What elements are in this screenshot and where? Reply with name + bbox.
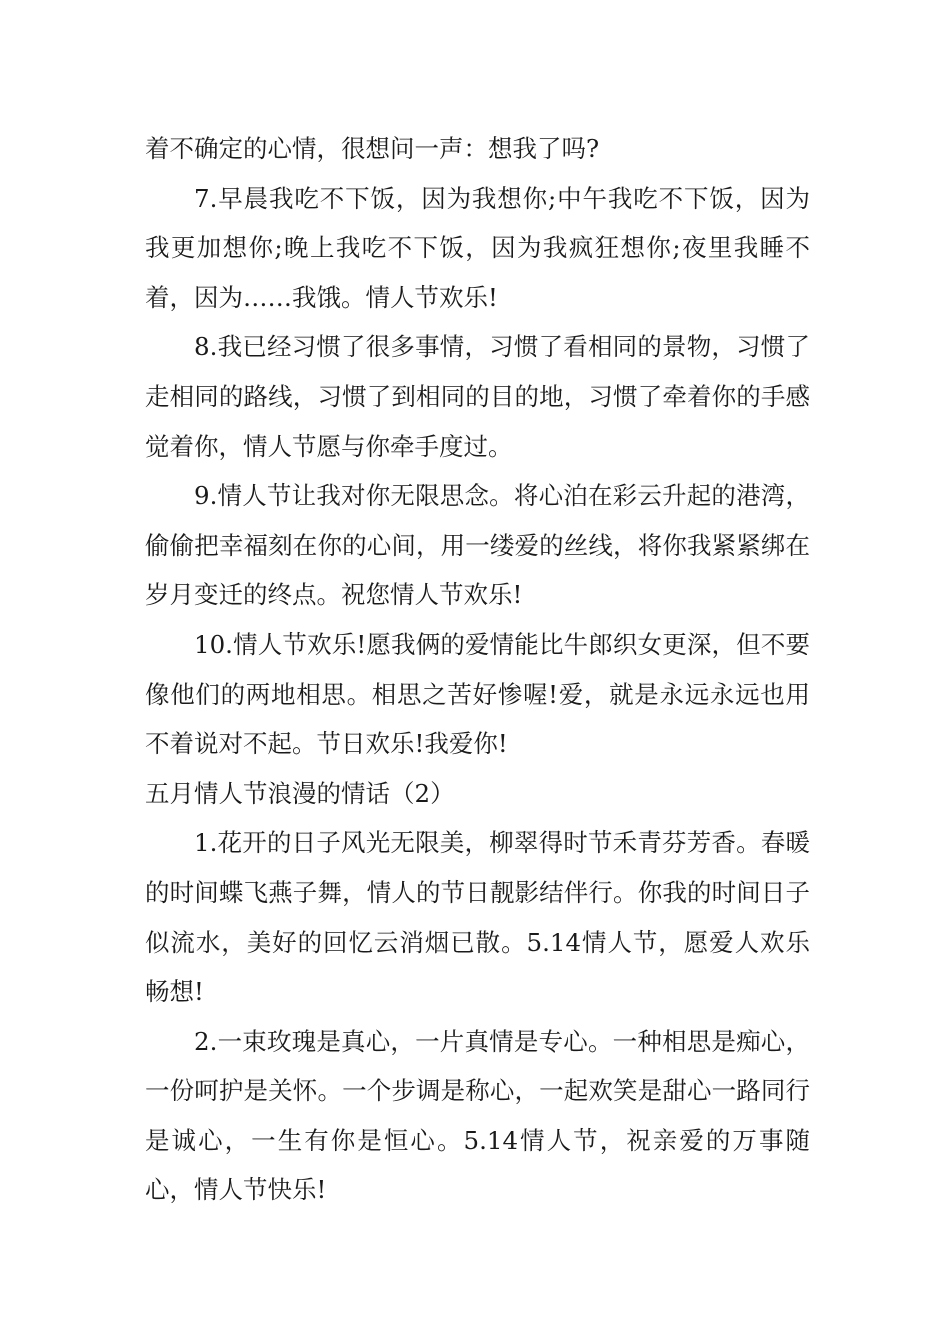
document-body <box>145 124 810 1215</box>
paragraph-item-7: 7.早晨我吃不下饭，因为我想你;中午我吃不下饭，因为我更加想你;晚上我吃不下饭，因为我疯狂想你;夜里我睡不着，因为……我饿。情人节欢乐! <box>145 183 810 312</box>
paragraph-continuation: 着不确定的心情，很想问一声：想我了吗? <box>145 134 600 163</box>
section-heading: 五月情人节浪漫的情话（2） <box>145 778 455 808</box>
paragraph-item-2: 2.一束玫瑰是真心，一片真情是专心。一种相思是痴心，一份呵护是关怀。一个步调是称心，一起欢笑是甜心一路同行是诚心，一生有你是恒心。5.14情人节，祝亲爱的万事随心，情人节快乐! <box>145 1026 810 1205</box>
paragraph-item-8: 8.我已经习惯了很多事情，习惯了看相同的景物，习惯了走相同的路线，习惯了到相同的目的地，习惯了牵着你的手感觉着你，情人节愿与你牵手度过。 <box>145 332 810 461</box>
paragraph-item-9: 9.情人节让我对你无限思念。将心泊在彩云升起的港湾，偷偷把幸福刻在你的心间，用一缕爱的丝线，将你我紧紧绑在岁月变迁的终点。祝您情人节欢乐! <box>145 481 810 610</box>
paragraph-item-10: 10.情人节欢乐!愿我俩的爱情能比牛郎织女更深，但不要像他们的两地相思。相思之苦好惨喔!爱，就是永远永远也用不着说对不起。节日欢乐!我爱你! <box>145 629 810 759</box>
paragraph-item-1: 1.花开的日子风光无限美，柳翠得时节禾青芬芳香。春暖的时间蝶飞燕子舞，情人的节日靓影结伴行。你我的时间日子似流水，美好的回忆云消烟已散。5.14情人节，愿爱人欢乐畅想! <box>145 828 810 1007</box>
